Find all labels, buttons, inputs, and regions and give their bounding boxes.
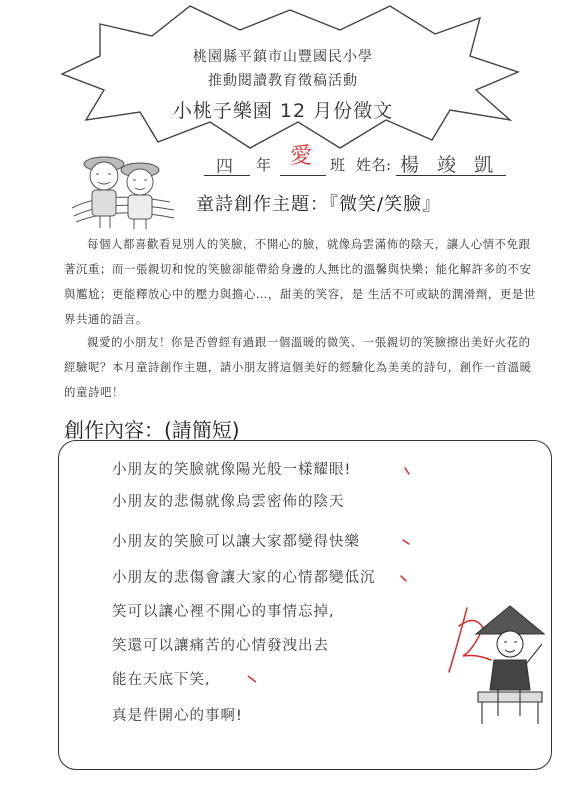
teacher-illustration (468, 604, 552, 728)
poem-line-1: 小朋友的笑臉就像陽光般一樣耀眼! (112, 462, 352, 478)
poem-line-5: 笑可以讓心裡不開心的事情忘掉, (112, 604, 335, 620)
class-underline (280, 175, 326, 176)
poem-line-8: 真是件開心的事啊! (112, 708, 243, 724)
poem-line-6: 笑還可以讓痛苦的心情發洩出去 (112, 638, 329, 654)
class-label: 班 (330, 156, 346, 174)
student-name: 楊 竣 凱 (400, 154, 500, 176)
intro-paragraph-1: 每個人都喜歡看見別人的笑臉，不開心的臉，就像烏雲滿佈的陰天，讓人心情不免跟著沉重；而一張親切和悅的笑臉卻能帶給身邊的人無比的溫馨與快樂；能化解許多的不安與尷尬；更能釋放心中的壓力與擔心…，甜美的笑容，是 生活不可或缺的潤滑劑，更是世界共通的語言。 (64, 237, 536, 326)
poem-line-3: 小朋友的笑臉可以讓大家都變得快樂 (112, 534, 360, 550)
grade-label: 年 (256, 156, 272, 174)
poem-theme: 童詩創作主題：『微笑/笑臉』 (196, 194, 442, 215)
red-tick (246, 674, 268, 686)
contest-title: 小桃子樂園 12 月份徵文 (172, 100, 394, 122)
name-label: 姓名: (356, 156, 392, 174)
grade-underline (204, 175, 250, 176)
class-value: 愛 (290, 144, 313, 169)
poem-line-4: 小朋友的悲傷會讓大家的心情都變低沉 (112, 570, 376, 586)
event-name: 推動閱讀教育徵稿活動 (208, 73, 358, 89)
content-title: 創作內容：(請簡短) (64, 418, 240, 442)
grade-value: 四 (216, 157, 233, 177)
school-name: 桃園縣平鎮市山豐國民小學 (193, 49, 373, 65)
poem-line-7: 能在天底下笑, (112, 672, 211, 688)
intro-paragraph-2: 親愛的小朋友！你是否曾經有過跟一個溫暖的微笑、一張親切的笑臉擦出美好火花的經驗呢？本月童詩創作主題，請小朋友將這個美好的經驗化為美美的詩句，創作一首溫暖的童詩吧！ (64, 335, 532, 399)
poem-line-2: 小朋友的悲傷就像烏雲密佈的陰天 (112, 494, 345, 510)
kids-illustration (70, 146, 178, 232)
name-underline (396, 175, 506, 176)
